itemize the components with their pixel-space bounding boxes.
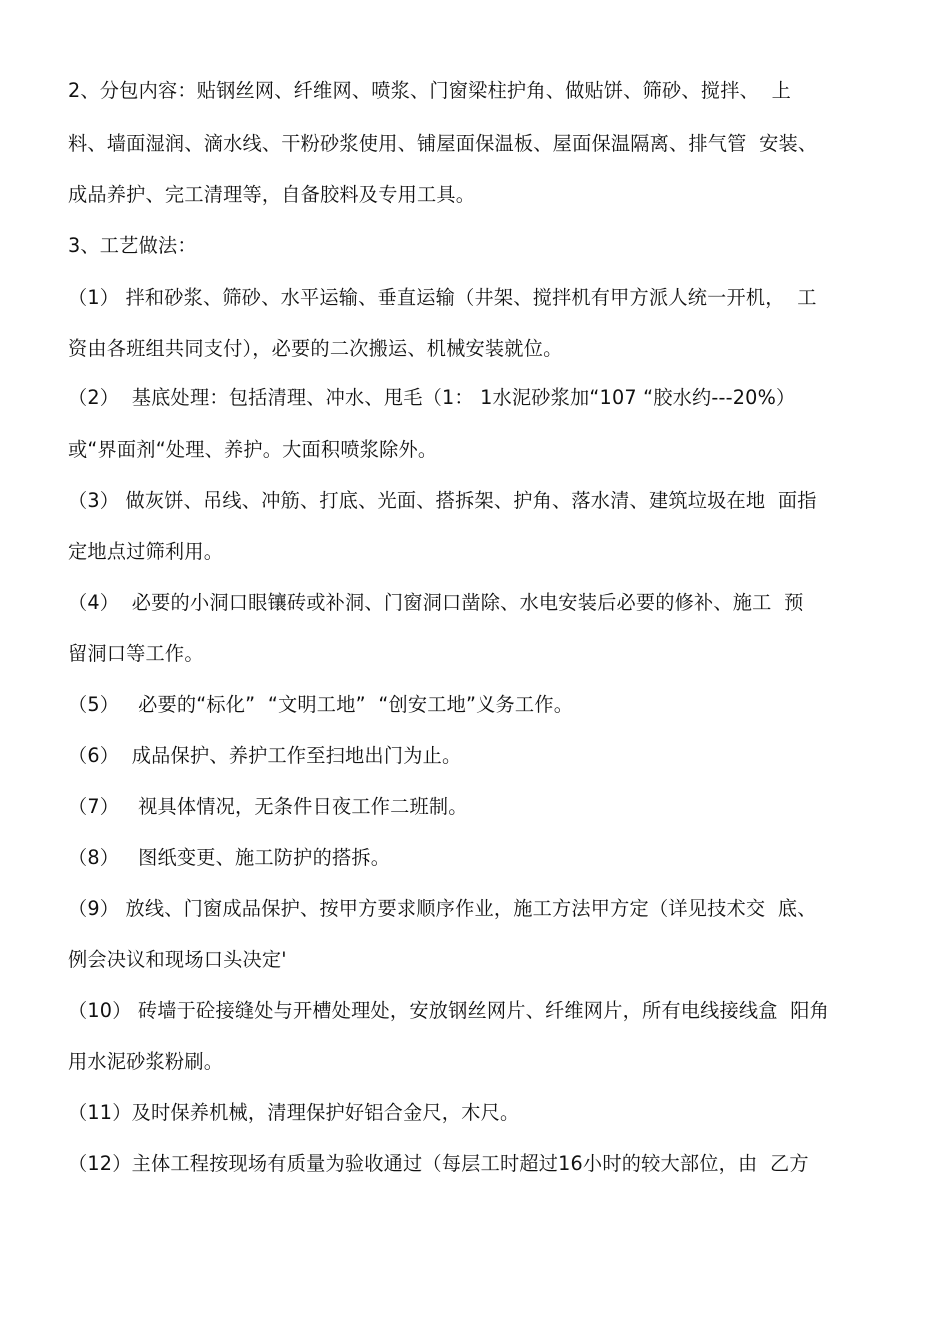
text-line: 料、墙面湿润、滴水线、干粉砂浆使用、铺屋面保温板、屋面保温隔离、排气管 安装、 [68,132,818,155]
text-line: （1） 拌和砂浆、筛砂、水平运输、垂直运输（井架、搅拌机有甲方派人统一开机， 工 [68,286,817,309]
text-line: （11）及时保养机械，清理保护好铝合金尺，木尺。 [68,1101,520,1124]
text-line: （8） 图纸变更、施工防护的搭拆。 [68,846,391,869]
text-line: 定地点过筛利用。 [68,540,224,563]
text-line: （3） 做灰饼、吊线、冲筋、打底、光面、搭拆架、护角、落水清、建筑垃圾在地 面指 [68,489,817,512]
text-line: 用水泥砂浆粉刷。 [68,1050,224,1073]
text-line: （7） 视具体情况，无条件日夜工作二班制。 [68,795,468,818]
text-line: 成品养护、完工清理等，自备胶料及专用工具。 [68,183,476,206]
text-line: （6） 成品保护、养护工作至扫地出门为止。 [68,744,462,767]
text-line: （10） 砖墙于砼接缝处与开槽处理处，安放钢丝网片、纤维网片，所有电线接线盒 阳角 [68,999,830,1022]
text-line: （9） 放线、门窗成品保护、按甲方要求顺序作业，施工方法甲方定（详见技术交 底、 [68,897,817,920]
section-heading: 3、工艺做法： [68,234,197,257]
text-line: 或“界面剂“处理、养护。大面积喷浆除外。 [68,438,438,461]
text-line: （5） 必要的“标化” “文明工地” “创安工地”义务工作。 [68,693,574,716]
text-line: 留洞口等工作。 [68,642,204,665]
text-line: 例会决议和现场口头决定' [68,948,287,971]
text-line: 资由各班组共同支付），必要的二次搬运、机械安装就位。 [68,337,563,360]
text-line: （4） 必要的小洞口眼镶砖或补洞、门窗洞口凿除、水电安装后必要的修补、施工 预 [68,591,804,614]
text-line: （12）主体工程按现场有质量为验收通过（每层工时超过16小时的较大部位，由 乙方 [68,1152,809,1175]
text-line: 2、分包内容：贴钢丝网、纤维网、喷浆、门窗梁柱护角、做贴饼、筛砂、搅拌、 上 [68,79,791,102]
text-line: （2） 基底处理：包括清理、冲水、甩毛（1： 1水泥砂浆加“107 “胶水约---20%） [68,386,796,409]
